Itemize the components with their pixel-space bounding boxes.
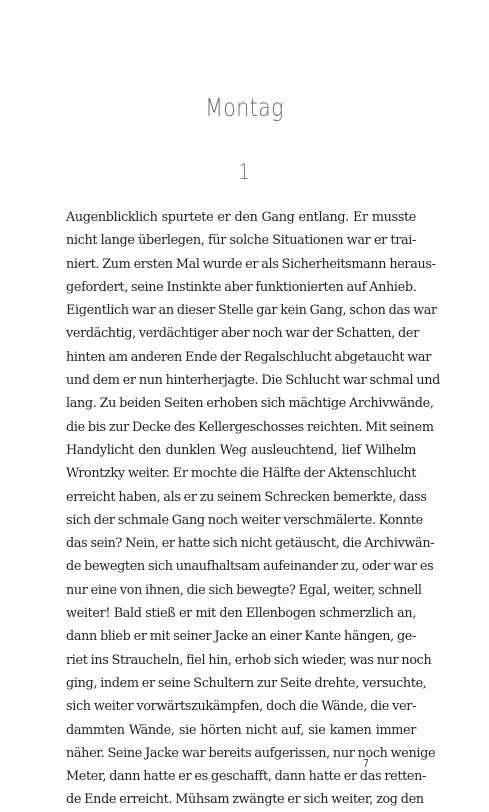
chapter-title: Montag bbox=[205, 93, 284, 122]
text-line: dammten Wände, sie hörten nicht auf, sie kamen immer bbox=[66, 722, 416, 738]
text-line: sich weiter vorwärtszukämpfen, doch die Wände, die ver- bbox=[66, 699, 416, 715]
chapter-number: 1 bbox=[238, 160, 251, 184]
text-line: erreicht haben, als er zu seinem Schrecken bemerkte, dass bbox=[66, 489, 427, 505]
text-line: ging, indem er seine Schultern zur Seite drehte, versuchte, bbox=[66, 675, 427, 691]
text-line: und dem er nun hinterherjagte. Die Schlucht war schmal und bbox=[66, 373, 441, 389]
text-line: dann blieb er mit seiner Jacke an einer Kante hängen, ge- bbox=[66, 629, 416, 645]
text-line: gefordert, seine Instinkte aber funktionierten auf Anhieb. bbox=[66, 279, 417, 295]
text-line: Handylicht den dunklen Weg ausleuchtend, lief Wilhelm bbox=[66, 442, 416, 458]
text-line: lang. Zu beiden Seiten erhoben sich mächtige Archivwände, bbox=[66, 396, 434, 412]
text-line: verdächtig, verdächtiger aber noch war der Schatten, der bbox=[66, 326, 419, 342]
text-line: die bis zur Decke des Kellergeschosses reichten. Mit seinem bbox=[66, 419, 434, 435]
text-line: de Ende erreicht. Mühsam zwängte er sich weiter, zog den bbox=[66, 792, 424, 808]
text-line: de bewegten sich unaufhaltsam aufeinander zu, oder war es bbox=[66, 559, 434, 575]
text-line: niert. Zum ersten Mal wurde er als Sicherheitsmann heraus- bbox=[66, 256, 436, 272]
text-line: weiter! Bald stieß er mit den Ellenbogen schmerzlich an, bbox=[66, 606, 416, 622]
page-number: 7 bbox=[363, 757, 369, 770]
body-text bbox=[66, 206, 441, 812]
text-line: Eigentlich war an dieser Stelle gar kein Gang, schon das war bbox=[66, 303, 437, 319]
text-line: sich der schmale Gang noch weiter verschmälerte. Konnte bbox=[66, 512, 423, 528]
text-line: Augenblicklich spurtete er den Gang entlang. Er musste bbox=[66, 210, 416, 225]
text-line: riet ins Straucheln, fiel hin, erhob sich wieder, was nur noch bbox=[66, 652, 432, 668]
text-line: nicht lange überlegen, für solche Situationen war er trai- bbox=[66, 233, 416, 249]
text-line: hinten am anderen Ende der Regalschlucht abgetaucht war bbox=[66, 349, 431, 365]
text-line: Meter, dann hatte er es geschafft, dann hatte er das retten- bbox=[66, 769, 426, 785]
text-line: das sein? Nein, er hatte sich nicht getäuscht, die Archivwän- bbox=[66, 536, 435, 552]
text-line: Wrontzky weiter. Er mochte die Hälfte der Aktenschlucht bbox=[66, 466, 416, 482]
text-line: nur eine von ihnen, die sich bewegte? Egal, weiter, schnell bbox=[66, 582, 422, 598]
text-line: näher. Seine Jacke war bereits aufgerissen, nur noch wenige bbox=[66, 745, 436, 761]
